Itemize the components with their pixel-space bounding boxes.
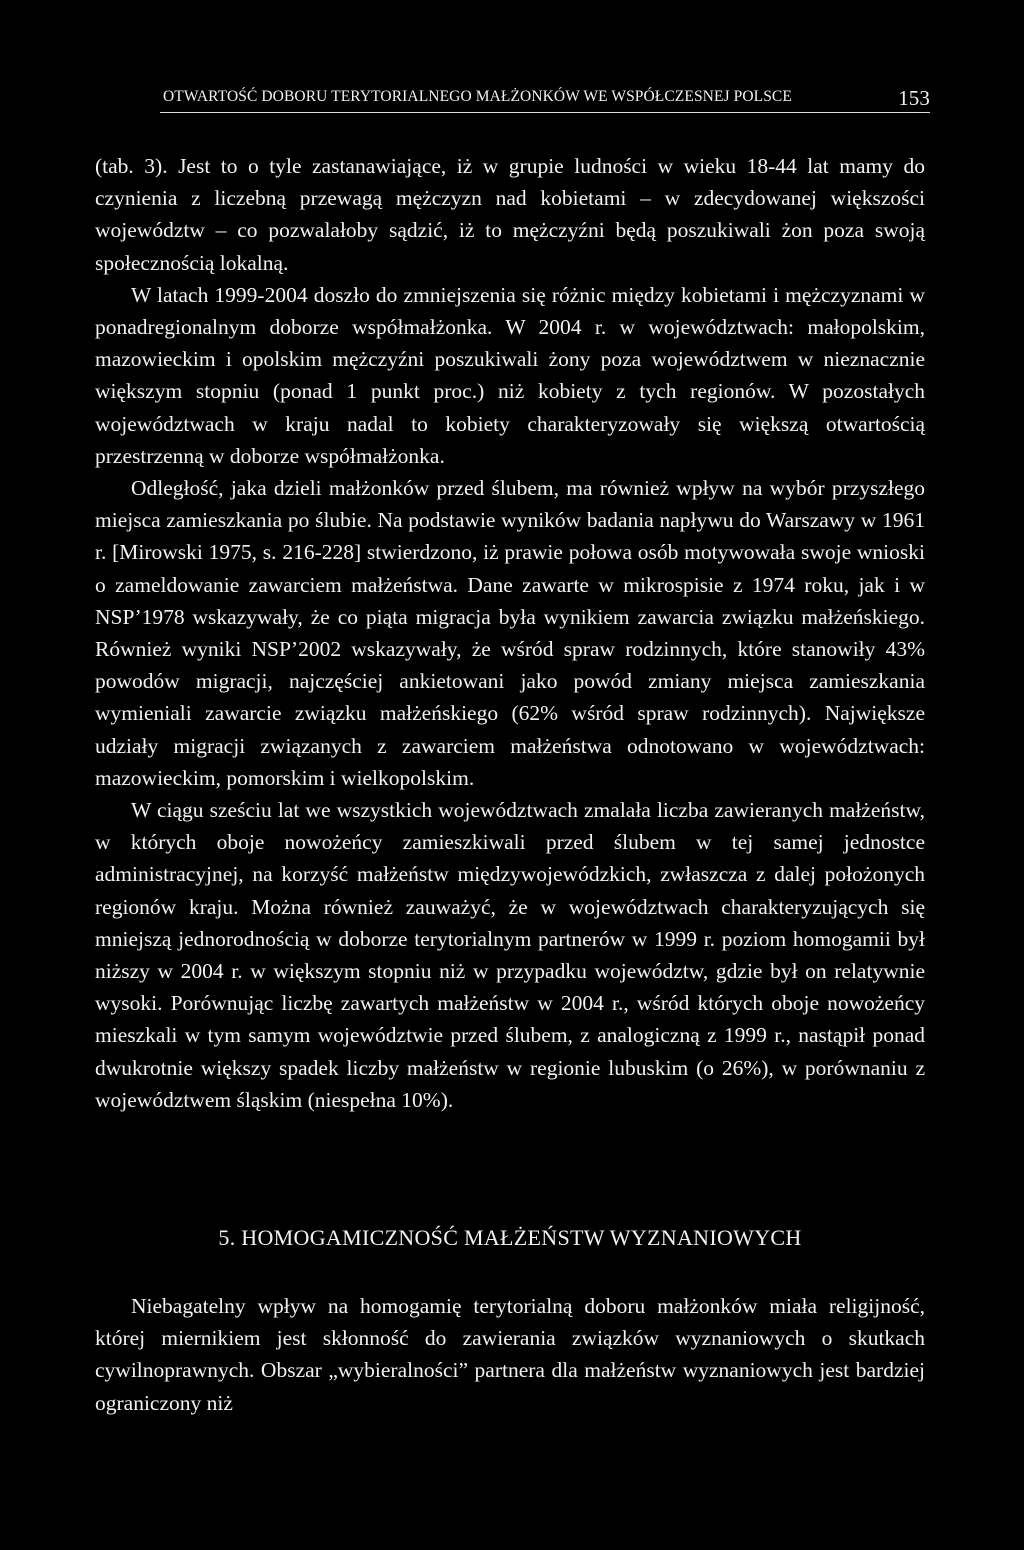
paragraph: Odległość, jaka dzieli małżonków przed ślubem, ma również wpływ na wybór przyszłego miejsca zamieszkania po ślubie. Na podstawie wyników badania napływu do Warszawy w 1961 r. [Mirowski 1975, s. 216-228] stwierdzono, iż prawie połowa osób motywowała swoje wnioski o zameldowanie zawarciem małżeństwa. Dane zawarte w mikrospisie z 1974 roku, jak i w NSP’1978 wskazywały, że co piąta migracja była wynikiem zawarcia związku małżeńskiego. Również wyniki NSP’2002 wskazywały, że wśród spraw rodzinnych, które stanowiły 43% powodów migracji, najczęściej ankietowani jako powód zmiany miejsca zamieszkania wymieniali zawarcie związku małżeńskiego (62% wśród spraw rodzinnych). Największe udziały migracji związanych z zawarciem małżeństwa odnotowano w województwach: mazowieckim, pomorskim i wielkopolskim. <box>95 476 925 790</box>
page-number: 153 <box>898 86 930 110</box>
paragraph: Niebagatelny wpływ na homogamię terytorialną doboru małżonków miała religijność, której miernikiem jest skłonność do zawierania związków wyznaniowych o skutkach cywilnoprawnych. Obszar „wybieralności” partnera dla małżeństw wyznaniowych jest bardziej ograniczony niż <box>95 1294 925 1415</box>
main-text <box>95 150 925 1116</box>
section-heading: 5. HOMOGAMICZNOŚĆ MAŁŻEŃSTW WYZNANIOWYCH <box>218 1225 802 1250</box>
paragraph: W ciągu sześciu lat we wszystkich województwach zmalała liczba zawieranych małżeństw, w których oboje nowożeńcy zamieszkiwali przed ślubem w tej samej jednostce administracyjnej, na korzyść małżeństw międzywojewódzkich, zwłaszcza z dalej położonych regionów kraju. Można również zauważyć, że w województwach charakteryzujących się mniejszą jednorodnością w doborze terytorialnym partnerów w 1999 r. poziom homogamii był niższy w 2004 r. w większym stopniu niż w przypadku województw, gdzie był on relatywnie wysoki. Porównując liczbę zawartych małżeństw w 2004 r., wśród których oboje nowożeńcy mieszkali w tym samym województwie przed ślubem, z analogiczną z 1999 r., nastąpił ponad dwukrotnie większy spadek liczby małżeństw w regionie lubuskim (o 26%), w porównaniu z województwem śląskim (niespełna 10%). <box>95 798 925 1112</box>
section-text <box>95 1290 925 1419</box>
running-header-title: OTWARTOŚĆ DOBORU TERYTORIALNEGO MAŁŻONKÓW WE WSPÓŁCZESNEJ POLSCE <box>163 88 792 105</box>
running-header <box>160 84 930 113</box>
paragraph: W latach 1999-2004 doszło do zmniejszenia się różnic między kobietami i mężczyznami w ponadregionalnym doborze współmałżonka. W 2004 r. w województwach: małopolskim, mazowieckim i opolskim mężczyźni poszukiwali żony poza województwem w nieznacznie większym stopniu (ponad 1 punkt proc.) niż kobiety z tych regionów. W pozostałych województwach w kraju nadal to kobiety charakteryzowały się większą otwartością przestrzenną w doborze współmałżonka. <box>95 282 925 468</box>
paragraph-continuation: (tab. 3). Jest to o tyle zastanawiające, iż w grupie ludności w wieku 18-44 lat mamy do czynienia z liczebną przewagą mężczyzn nad kobietami – w zdecydowanej większości województw – co pozwalałoby sądzić, iż to mężczyźni będą poszukiwali żon poza swoją społecznością lokalną. <box>95 154 925 275</box>
